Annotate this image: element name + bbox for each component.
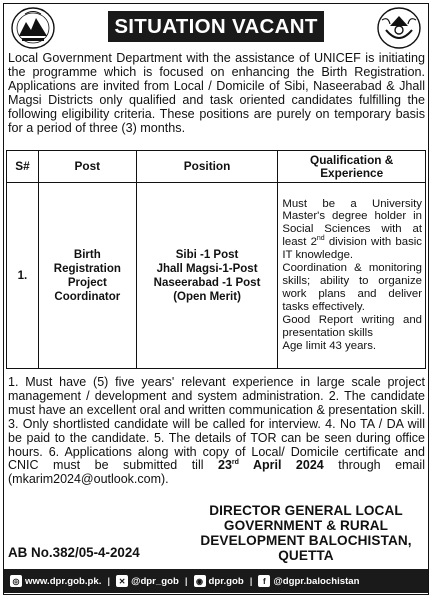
row-position xyxy=(136,183,278,369)
position-line: Naseerabad -1 Post xyxy=(153,276,261,289)
facebook-icon: f xyxy=(258,575,270,587)
director-line: QUETTA xyxy=(278,548,334,563)
qualification-skills: Coordination & monitoring skills; ability to organize work plans and deliver tasks effectively. xyxy=(282,262,422,313)
table-header-row xyxy=(7,151,426,183)
row-sno: 1. xyxy=(7,183,39,369)
page-title: SITUATION VACANT xyxy=(108,11,324,42)
footer-facebook[interactable]: f @dgpr.balochistan xyxy=(258,575,359,587)
director-signature-block xyxy=(188,503,424,563)
footer-bar: ◎ www.dpr.gob.pk. | ✕ @dpr_gob | ◉ dpr.gob | f @dgpr.balochistan xyxy=(4,569,428,593)
header-position: Position xyxy=(136,151,278,183)
intro-paragraph: Local Government Department with the assistance of UNICEF is initiating the programme which is focused on enhancing the Birth Registration. Applications are invited from Local / Domicile of Sibi, Naseerabad & Jhall Magsi Districts only qualified and task oriented candidates fulfilling the following eligibility criteria. These positions are purely on temporary basis for a period of three (3) months. xyxy=(8,51,425,135)
post-line: Birth xyxy=(73,248,101,261)
director-line: DIRECTOR GENERAL LOCAL xyxy=(209,503,403,518)
vacancy-table xyxy=(6,150,426,369)
position-line: Jhall Magsi-1-Post xyxy=(156,262,258,275)
row-post xyxy=(38,183,136,369)
balochistan-emblem-icon xyxy=(10,6,56,50)
table-row xyxy=(7,183,426,369)
row-qualification xyxy=(278,183,426,369)
position-line: (Open Merit) xyxy=(173,290,241,303)
qualification-degree: Must be a University Master's degree holder in Social Sciences with at least 2nd division with basic IT knowledge. xyxy=(282,197,422,262)
instagram-icon: ◉ xyxy=(194,575,206,587)
deadline-date: 23rd April 2024 xyxy=(218,458,324,473)
footer-twitter[interactable]: ✕ @dpr_gob xyxy=(116,575,179,587)
qualification-report: Good Report writing and presentation skills xyxy=(282,313,422,339)
globe-icon: ◎ xyxy=(10,575,22,587)
government-emblem-icon xyxy=(376,6,422,50)
terms-paragraph: 1. Must have (5) five years' relevant experience in large scale project management / development and system administration. 2. The candidate must have an excellent oral and written communication & presentation skill. 3. Only shortlisted candidate will be called for interview. 4. No TA / DA will be paid to the candidate. 5. The details of TOR can be seen during office hours. 6. Applications along with copy of Local/ Domicile certificate and CNIC must be submitted till 23rd April 2024 through email (mkarim2024@outlook.com). xyxy=(8,375,425,487)
twitter-icon: ✕ xyxy=(116,575,128,587)
qualification-age: Age limit 43 years. xyxy=(282,339,377,352)
footer-website[interactable]: ◎ www.dpr.gob.pk. xyxy=(10,575,101,587)
header-qualification: Qualification & Experience xyxy=(278,151,426,183)
position-line: Sibi -1 Post xyxy=(175,248,239,261)
director-line: GOVERNMENT & RURAL xyxy=(223,518,389,533)
header-post: Post xyxy=(38,151,136,183)
director-line: DEVELOPMENT BALOCHISTAN, xyxy=(200,533,412,548)
post-line: Project xyxy=(67,276,107,289)
post-line: Coordinator xyxy=(54,290,121,303)
footer-instagram[interactable]: ◉ dpr.gob xyxy=(194,575,244,587)
header-sno: S# xyxy=(7,151,39,183)
post-line: Registration xyxy=(53,262,121,275)
ab-number: AB No.382/05-4-2024 xyxy=(8,545,140,560)
header xyxy=(4,4,428,52)
